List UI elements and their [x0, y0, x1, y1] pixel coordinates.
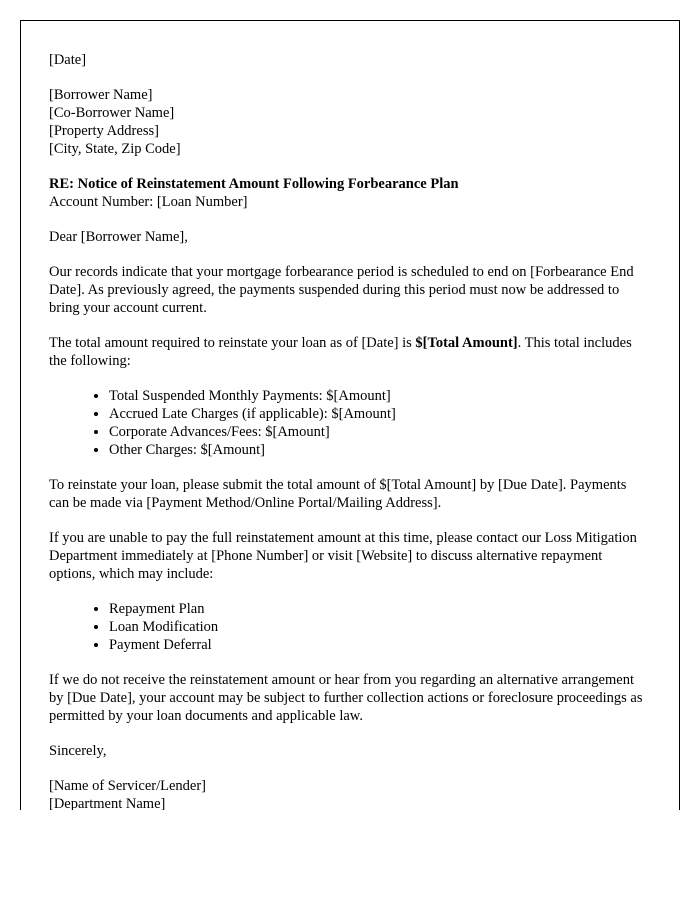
address-line-borrower: [Borrower Name] [49, 87, 153, 103]
account-number-line: Account Number: [Loan Number] [49, 194, 248, 210]
recipient-address-block [49, 86, 649, 158]
paragraph-forbearance-intro: Our records indicate that your mortgage forbearance period is scheduled to end on [Forbearance End Date]. As previously agreed, the payments suspended during this period must now be addressed to bring your account current. [49, 264, 634, 316]
date-line: [Date] [49, 52, 87, 68]
charge-item-suspended-payments: • Total Suspended Monthly Payments: $[Amount] [109, 387, 649, 405]
closing: Sincerely, [49, 743, 107, 759]
paragraph-loss-mitigation: If you are unable to pay the full reinstatement amount at this time, please contact our Loss Mitigation Department immediately at [Phone Number] or visit [Website] to discuss alternative repayment options, which may include: [49, 530, 637, 582]
charge-item-late-charges: • Accrued Late Charges (if applicable): $[Amount] [109, 405, 649, 423]
option-item-repayment-plan: • Repayment Plan [109, 600, 649, 618]
option-item-payment-deferral: • Payment Deferral [109, 636, 649, 654]
charge-item-corporate-advances: • Corporate Advances/Fees: $[Amount] [109, 423, 649, 441]
signature-block [49, 777, 649, 810]
paragraph-total-amount [49, 334, 649, 370]
charge-item-other-charges: • Other Charges: $[Amount] [109, 441, 649, 459]
signature-department-name: [Department Name] [49, 796, 166, 810]
letter-page [20, 20, 680, 810]
total-amount-prefix: The total amount required to reinstate your loan as of [Date] is [49, 335, 416, 351]
signature-servicer-name: [Name of Servicer/Lender] [49, 778, 207, 794]
subject-block [49, 175, 649, 211]
address-line-property: [Property Address] [49, 123, 159, 139]
address-line-city-state-zip: [City, State, Zip Code] [49, 141, 181, 157]
salutation: Dear [Borrower Name], [49, 229, 188, 245]
option-item-loan-modification: • Loan Modification [109, 618, 649, 636]
total-amount-value: $[Total Amount] [415, 335, 518, 351]
options-list [49, 600, 649, 654]
paragraph-reinstate-instructions: To reinstate your loan, please submit the total amount of $[Total Amount] by [Due Date]. Payments can be made via [Payment Method/Online Portal/Mailing Address]. [49, 477, 627, 511]
paragraph-consequences: If we do not receive the reinstatement amount or hear from you regarding an alternative arrangement by [Due Date], your account may be subject to further collection actions or foreclosure proceedings as permitted by your loan documents and applicable law. [49, 672, 643, 724]
address-line-coborrower: [Co-Borrower Name] [49, 105, 175, 121]
charges-list [49, 387, 649, 459]
subject-line: RE: Notice of Reinstatement Amount Following Forbearance Plan [49, 176, 459, 192]
total-amount-suffix: . This total includes the following: [49, 335, 632, 369]
